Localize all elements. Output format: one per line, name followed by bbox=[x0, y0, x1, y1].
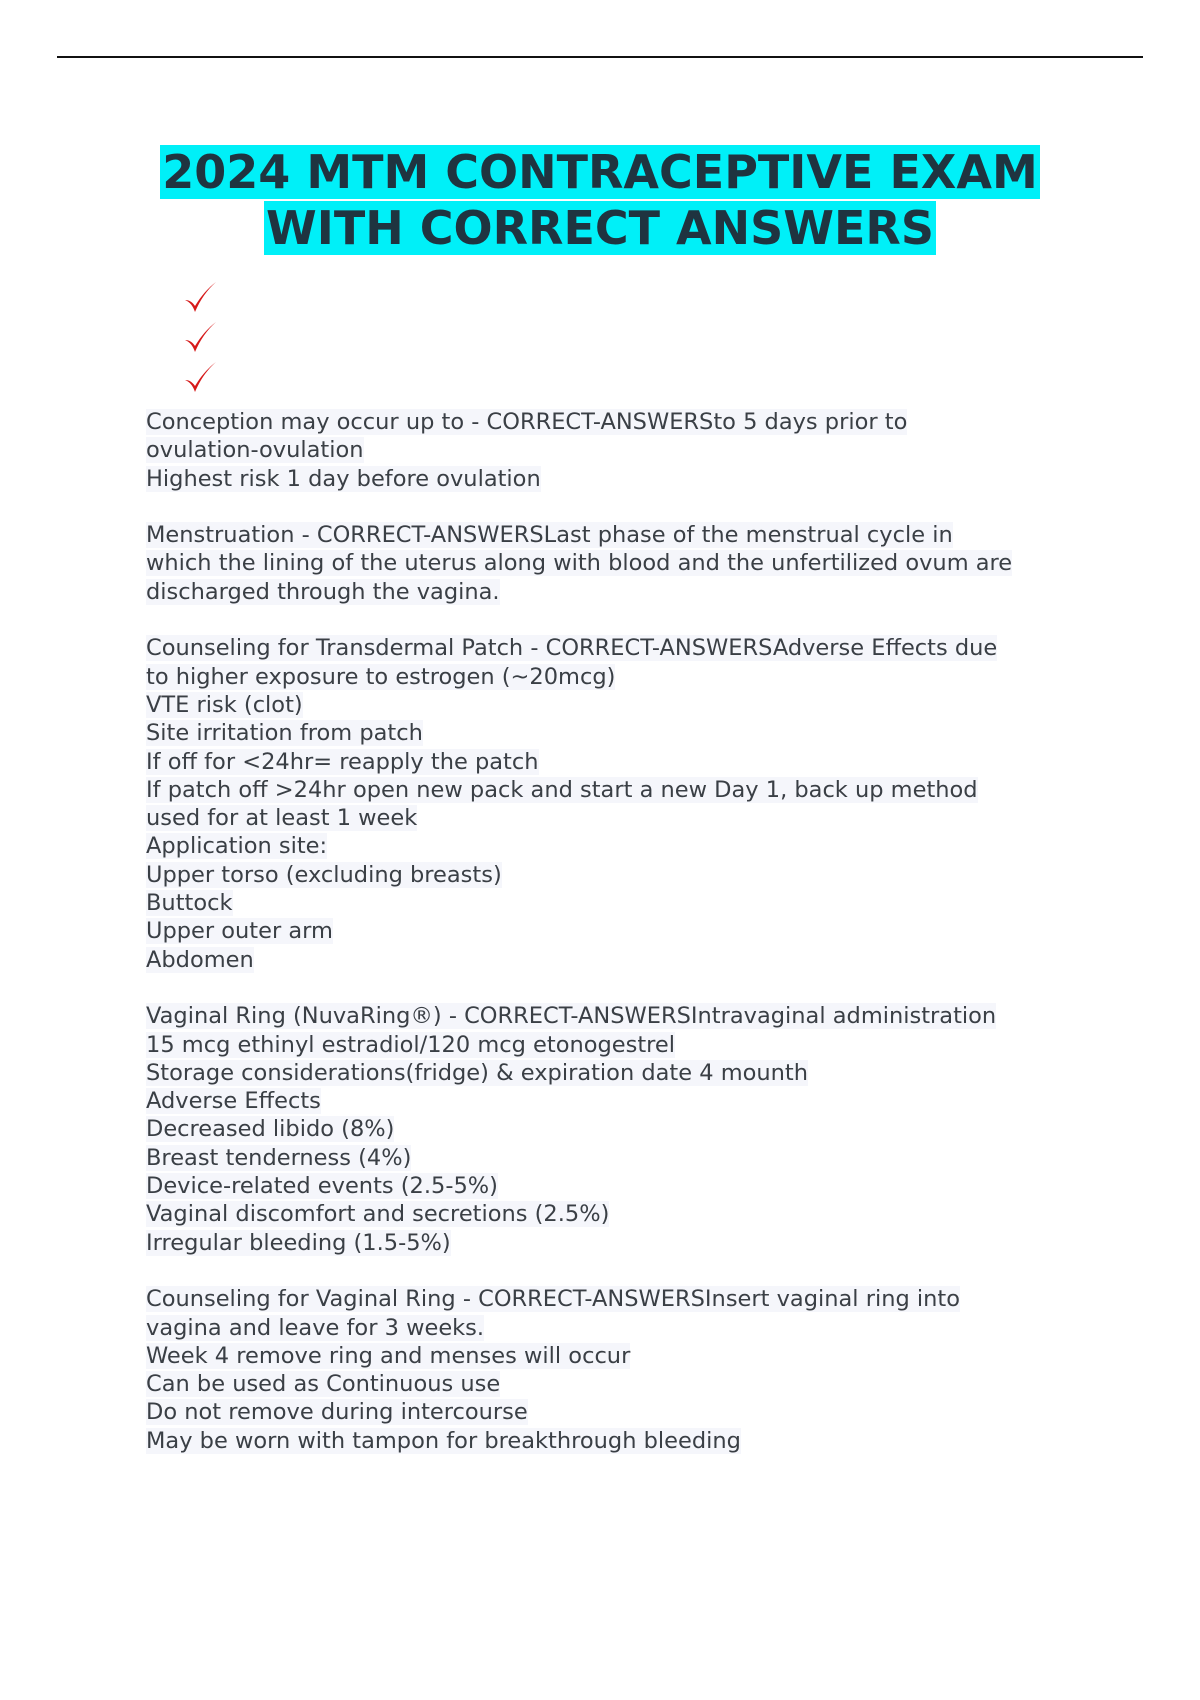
text-line bbox=[146, 1002, 1086, 1030]
text-line bbox=[146, 776, 1086, 804]
text-line-content: Week 4 remove ring and menses will occur bbox=[146, 1342, 631, 1369]
check-icon bbox=[182, 318, 218, 358]
text-line-content: Counseling for Vaginal Ring - CORRECT-ANSWERSInsert vaginal ring into bbox=[146, 1286, 960, 1313]
check-icon bbox=[182, 358, 218, 398]
text-line-content: Conception may occur up to - CORRECT-ANSWERSto 5 days prior to bbox=[146, 409, 908, 435]
text-line-content: If off for <24hr= reapply the patch bbox=[146, 748, 539, 775]
text-line bbox=[146, 521, 1086, 549]
header-rule bbox=[57, 56, 1143, 58]
text-line bbox=[146, 1229, 1086, 1257]
text-line-content: Buttock bbox=[146, 890, 233, 917]
text-line bbox=[146, 804, 1086, 832]
text-line bbox=[146, 691, 1086, 719]
text-line-content: which the lining of the uterus along with blood and the unfertilized ovum are bbox=[146, 550, 1013, 577]
text-line-content: ovulation-ovulation bbox=[146, 437, 364, 464]
check-icon bbox=[182, 278, 218, 318]
text-line-content: Decreased libido (8%) bbox=[146, 1116, 395, 1143]
text-line bbox=[146, 634, 1086, 662]
text-line-content: to higher exposure to estrogen (~20mcg) bbox=[146, 663, 616, 690]
text-line bbox=[146, 889, 1086, 917]
text-line bbox=[146, 465, 1086, 493]
text-line-content: If patch off >24hr open new pack and start a new Day 1, back up method bbox=[146, 776, 978, 803]
text-line bbox=[146, 1398, 1086, 1426]
page-title bbox=[100, 144, 1100, 256]
text-line-content: Abdomen bbox=[146, 946, 254, 973]
qa-paragraph bbox=[146, 1285, 1086, 1455]
text-line bbox=[146, 663, 1086, 691]
text-line bbox=[146, 1370, 1086, 1398]
text-line-content: Breast tenderness (4%) bbox=[146, 1144, 412, 1171]
text-line-content: Highest risk 1 day before ovulation bbox=[146, 465, 541, 492]
qa-paragraph bbox=[146, 408, 1086, 493]
text-line-content: Site irritation from patch bbox=[146, 720, 423, 747]
text-line bbox=[146, 832, 1086, 860]
document-body bbox=[146, 408, 1086, 1483]
text-line bbox=[146, 719, 1086, 747]
text-line bbox=[146, 748, 1086, 776]
text-line bbox=[146, 408, 1086, 436]
qa-paragraph bbox=[146, 634, 1086, 974]
text-line-content: May be worn with tampon for breakthrough bleeding bbox=[146, 1427, 741, 1454]
text-line-content: Menstruation - CORRECT-ANSWERSLast phase of the menstrual cycle in bbox=[146, 522, 953, 549]
text-line bbox=[146, 1059, 1086, 1087]
text-line-content: Counseling for Transdermal Patch - CORRECT-ANSWERSAdverse Effects due bbox=[146, 635, 998, 662]
text-line-content: used for at least 1 week bbox=[146, 805, 418, 832]
text-line bbox=[146, 1342, 1086, 1370]
text-line bbox=[146, 436, 1086, 464]
text-line-content: Do not remove during intercourse bbox=[146, 1399, 528, 1426]
text-line-content: Storage considerations(fridge) & expiration date 4 mounth bbox=[146, 1059, 809, 1086]
text-line-content: vagina and leave for 3 weeks. bbox=[146, 1314, 485, 1341]
text-line-content: Device-related events (2.5-5%) bbox=[146, 1173, 498, 1200]
title-line-2: WITH CORRECT ANSWERS bbox=[266, 201, 934, 255]
qa-paragraph bbox=[146, 1002, 1086, 1257]
text-line bbox=[146, 1314, 1086, 1342]
title-line-1: 2024 MTM CONTRACEPTIVE EXAM bbox=[162, 145, 1038, 199]
text-line-content: discharged through the vagina. bbox=[146, 578, 500, 605]
checkmark-list bbox=[182, 278, 218, 398]
text-line-content: Upper outer arm bbox=[146, 918, 333, 945]
text-line bbox=[146, 549, 1086, 577]
text-line-content: Vaginal Ring (NuvaRing®) - CORRECT-ANSWERSIntravaginal administration bbox=[146, 1003, 997, 1030]
text-line bbox=[146, 861, 1086, 889]
text-line-content: Irregular bleeding (1.5-5%) bbox=[146, 1229, 451, 1256]
text-line-content: VTE risk (clot) bbox=[146, 691, 303, 718]
text-line bbox=[146, 917, 1086, 945]
text-line-content: Upper torso (excluding breasts) bbox=[146, 861, 502, 888]
text-line bbox=[146, 578, 1086, 606]
text-line bbox=[146, 1172, 1086, 1200]
text-line-content: Vaginal discomfort and secretions (2.5%) bbox=[146, 1201, 610, 1228]
text-line bbox=[146, 1115, 1086, 1143]
text-line bbox=[146, 1144, 1086, 1172]
text-line bbox=[146, 946, 1086, 974]
text-line bbox=[146, 1200, 1086, 1228]
text-line bbox=[146, 1285, 1086, 1313]
qa-paragraph bbox=[146, 521, 1086, 606]
text-line bbox=[146, 1031, 1086, 1059]
text-line-content: Can be used as Continuous use bbox=[146, 1371, 501, 1398]
text-line-content: Adverse Effects bbox=[146, 1088, 321, 1115]
text-line-content: 15 mcg ethinyl estradiol/120 mcg etonogestrel bbox=[146, 1031, 676, 1058]
text-line-content: Application site: bbox=[146, 833, 328, 860]
text-line bbox=[146, 1087, 1086, 1115]
text-line bbox=[146, 1427, 1086, 1455]
